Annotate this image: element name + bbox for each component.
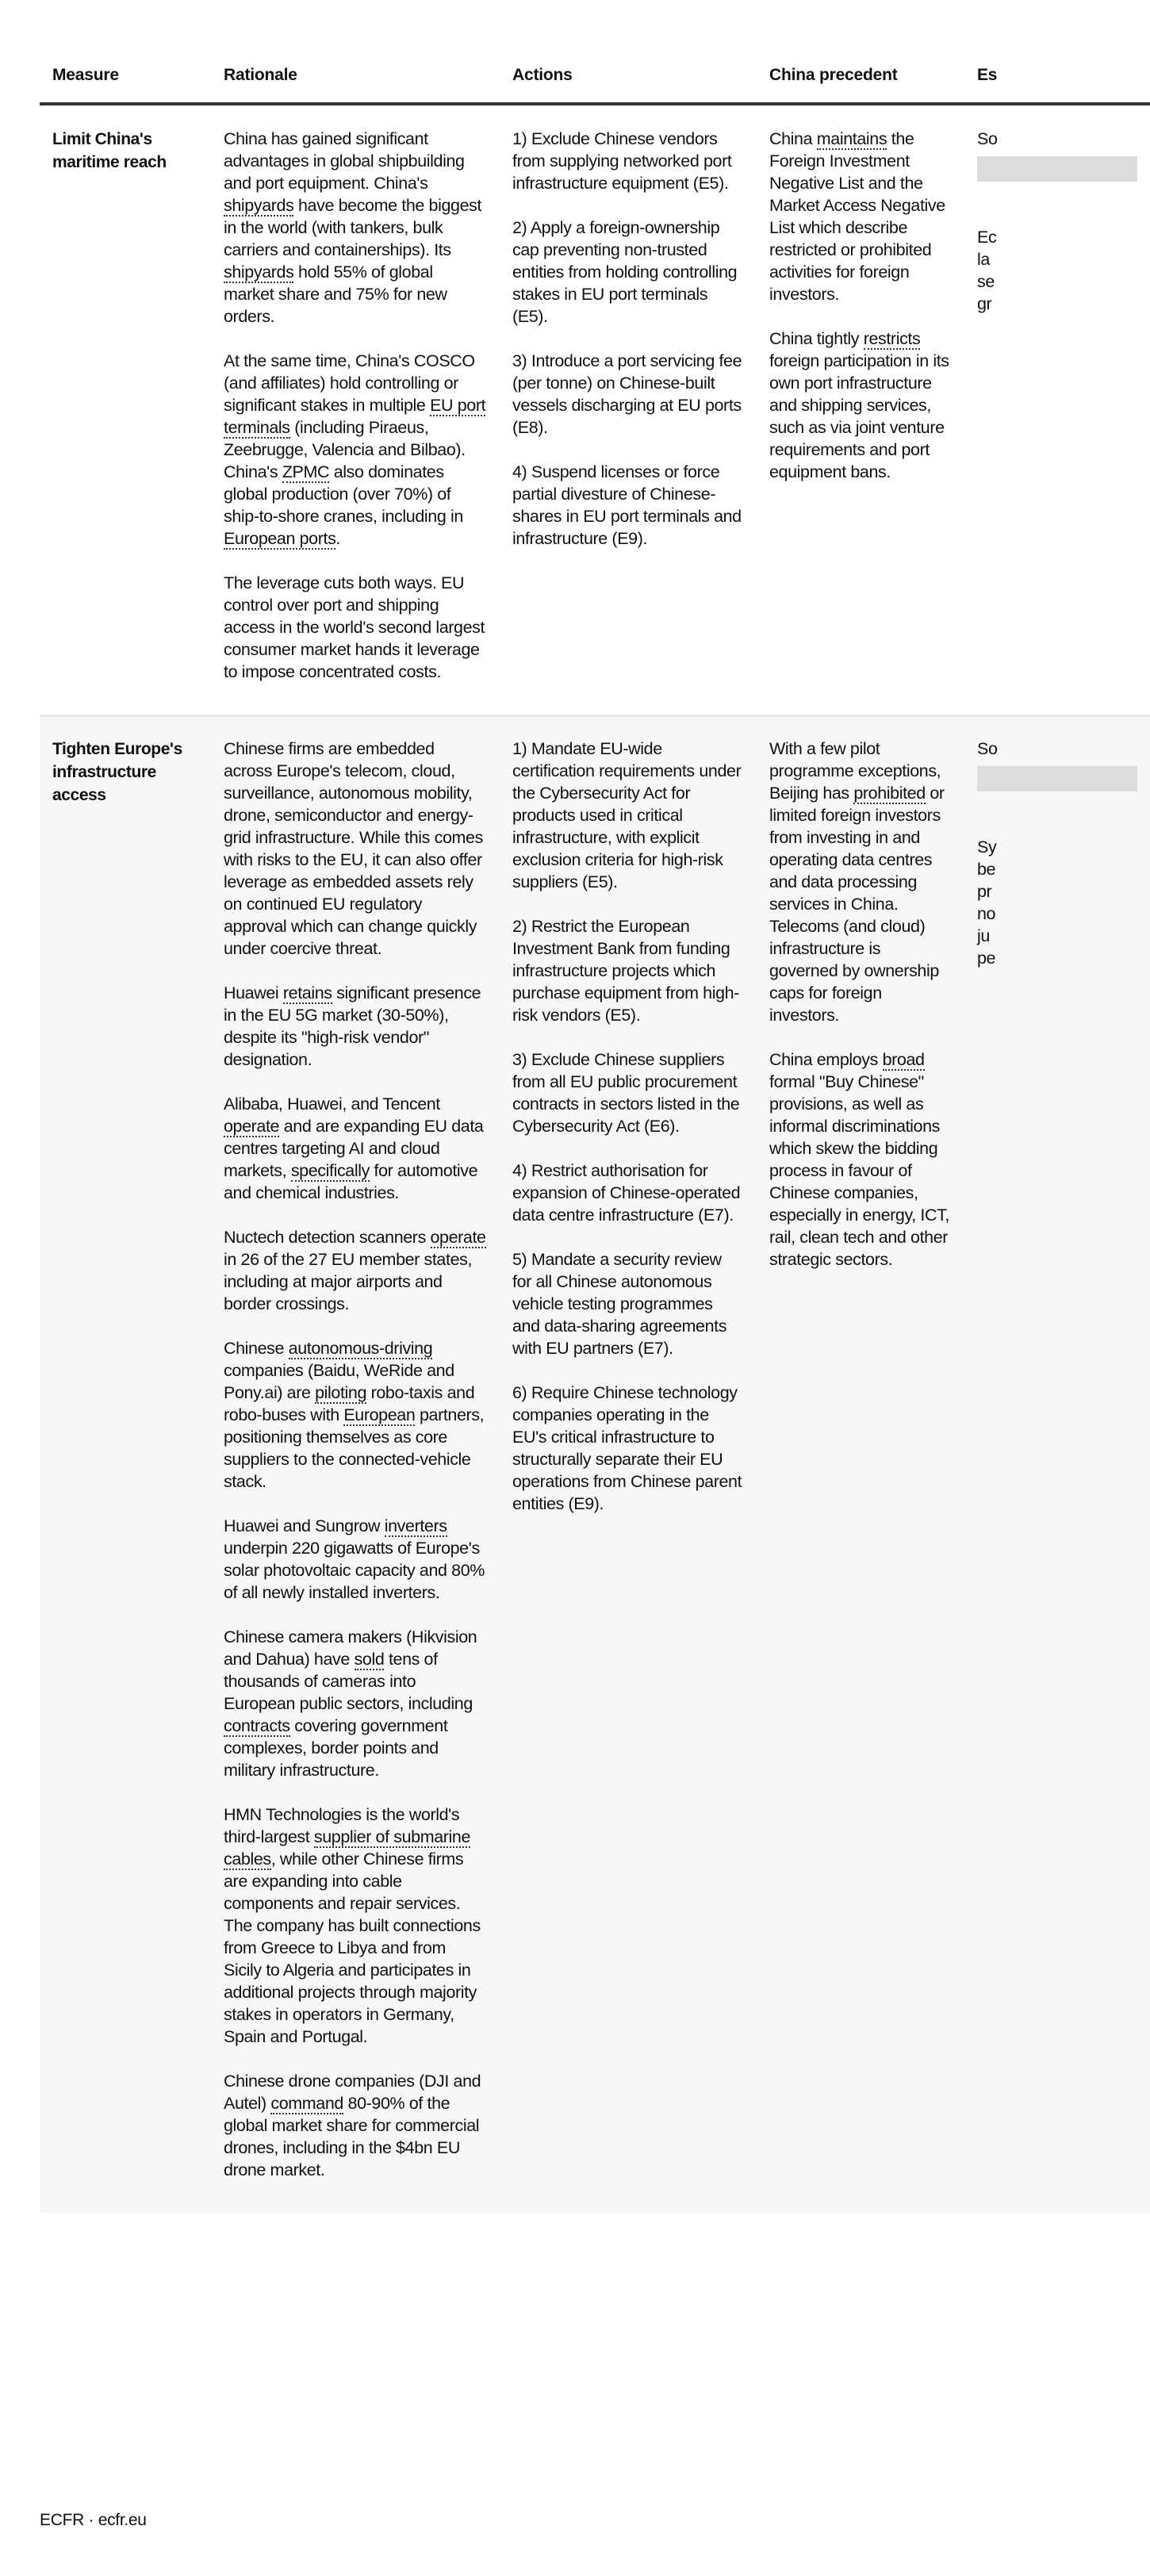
paragraph: HMN Technologies is the world's third-largest supplier of submarine cables, while other Chinese firms are expanding into cable components and repair services. The company has built connections from Greece to Libya and from Sicily to Algeria and participates in additional projects through majority stakes in operators in Germany, Spain and Portugal. [224, 1805, 481, 2046]
paragraph: With a few pilot programme exceptions, Beijing has prohibited or limited foreign investors from investing in and operating data centres and data processing services in China. Telecoms (and cloud) infrastructure is governed by ownership caps for foreign investors. [769, 739, 945, 1025]
policy-table-container[interactable] [40, 0, 998, 2213]
paragraph: At the same time, China's COSCO (and affiliates) hold controlling or significant stakes in multiple EU port terminals (including Piraeus, Zeebrugge, Valencia and Bilbao). China's ZPMC also dominates global production (over 70%) of ship-to-shore cranes, including in European ports. [224, 351, 486, 548]
policy-measures-table [40, 0, 1150, 2213]
header-china-precedent: China precedent [757, 0, 964, 104]
source-link[interactable]: restricts [863, 329, 921, 348]
source-link[interactable]: maintains [816, 129, 887, 148]
paragraph: Chinese drone companies (DJI and Autel) command 80-90% of the global market share for commercial drones, including in the $4bn EU drone market. [224, 2072, 481, 2179]
truncated-line: Ec [977, 228, 997, 247]
measure-cell: Limit China's maritime reach [52, 130, 167, 171]
source-link[interactable]: European ports [224, 529, 336, 548]
footer-credit: ECFR · ecfr.eu [40, 2511, 147, 2529]
table-row [40, 716, 1150, 2214]
truncated-text-top: So [977, 739, 998, 758]
action-item: 1) Exclude Chinese vendors from supplying networked port infrastructure equipment (E5). [512, 129, 732, 193]
rationale-cell [211, 716, 500, 2214]
source-link[interactable]: retains [282, 983, 332, 1002]
paragraph: Chinese firms are embedded across Europe's telecom, cloud, surveillance, autonomous mobility, drone, semiconductor and energy-grid infrastructure. While this comes with risks to the EU, it can also offer leverage as embedded assets rely on continued EU regulatory approval which can change quickly under coercive threat. [224, 739, 483, 958]
header-truncated-column: Es [964, 0, 1150, 104]
source-link[interactable]: ZPMC [282, 462, 330, 481]
paragraph: Huawei retains significant presence in the EU 5G market (30-50%), despite its "high-risk vendor" designation. [224, 983, 481, 1069]
placeholder-bar [977, 156, 1137, 182]
paragraph: Chinese autonomous-driving companies (Baidu, WeRide and Pony.ai) are piloting robo-taxis and robo-buses with European partners, positioning themselves as core suppliers to the connected-vehicle stack. [224, 1339, 485, 1491]
source-link[interactable]: sold [354, 1650, 385, 1669]
table-header-row [40, 0, 1150, 104]
action-item: 5) Mandate a security review for all Chinese autonomous vehicle testing programmes and data-sharing agreements with EU partners (E7). [512, 1250, 727, 1358]
source-link[interactable]: broad [882, 1050, 925, 1069]
actions-cell [500, 104, 757, 716]
source-link[interactable]: supplier of submarine cables [224, 1827, 471, 1869]
truncated-line: se [977, 272, 995, 291]
paragraph: Huawei and Sungrow inverters underpin 220 gigawatts of Europe's solar photovoltaic capacity and 80% of all newly installed inverters. [224, 1516, 485, 1602]
header-actions: Actions [500, 0, 757, 104]
source-link[interactable]: piloting [315, 1383, 367, 1402]
action-item: 2) Restrict the European Investment Bank from funding infrastructure projects which purchase equipment from high-risk vendors (E5). [512, 917, 739, 1025]
truncated-line: pe [977, 949, 996, 968]
source-link[interactable]: specifically [290, 1161, 370, 1180]
paragraph: The leverage cuts both ways. EU control over port and shipping access in the world's second largest consumer market hands it leverage to impose concentrated costs. [224, 573, 485, 681]
source-link[interactable]: European [343, 1405, 416, 1424]
action-item: 4) Restrict authorisation for expansion of Chinese-operated data centre infrastructure (E7). [512, 1161, 741, 1225]
precedent-cell [757, 104, 964, 716]
header-measure: Measure [40, 0, 211, 104]
truncated-lines [977, 836, 1137, 969]
truncated-text-top: So [977, 129, 998, 148]
truncated-cell [964, 716, 1150, 2214]
source-link[interactable]: operate [430, 1228, 486, 1247]
source-link[interactable]: shipyards [224, 263, 294, 282]
paragraph: Chinese camera makers (Hikvision and Dahua) have sold tens of thousands of cameras into European public sectors, including contracts covering government complexes, border points and military infrastructure. [224, 1627, 477, 1780]
source-link[interactable]: prohibited [853, 784, 926, 803]
truncated-line: ju [977, 926, 990, 945]
source-link[interactable]: EU port terminals [224, 396, 486, 437]
action-item: 6) Require Chinese technology companies operating in the EU's critical infrastructure to structurally separate their EU operations from Chinese parent entities (E9). [512, 1383, 742, 1513]
truncated-line: no [977, 904, 996, 923]
source-link[interactable]: operate [224, 1117, 280, 1136]
table-row [40, 104, 1150, 716]
truncated-cell [964, 104, 1150, 716]
truncated-line: be [977, 860, 996, 879]
paragraph: Nuctech detection scanners operate in 26 of the 27 EU member states, including at major airports and border crossings. [224, 1228, 486, 1313]
paragraph: Alibaba, Huawei, and Tencent operate and are expanding EU data centres targeting AI and cloud markets, specifically for automotive and chemical industries. [224, 1094, 484, 1202]
precedent-cell [757, 716, 964, 2214]
truncated-lines [977, 226, 1137, 315]
source-link[interactable]: inverters [384, 1516, 447, 1535]
header-rationale: Rationale [211, 0, 500, 104]
paragraph: China tightly restricts foreign participation in its own port infrastructure and shipping services, such as via joint venture requirements and port equipment bans. [769, 329, 949, 481]
truncated-line: pr [977, 882, 992, 901]
action-item: 3) Introduce a port servicing fee (per tonne) on Chinese-built vessels discharging at EU ports (E8). [512, 351, 742, 437]
measure-cell: Tighten Europe's infrastructure access [40, 716, 211, 2214]
paragraph: China maintains the Foreign Investment Negative List and the Market Access Negative List which describe restricted or prohibited activities for foreign investors. [769, 129, 945, 304]
paragraph: China has gained significant advantages in global shipbuilding and port equipment. China's shipyards have become the biggest in the world (with tankers, bulk carriers and containerships). Its shipyards hold 55% of global market share and 75% for new orders. [224, 129, 482, 326]
placeholder-bar [977, 766, 1137, 792]
source-link[interactable]: shipyards [224, 196, 294, 215]
action-item: 2) Apply a foreign-ownership cap preventing non-trusted entities from holding controlling stakes in EU port terminals (E5). [512, 218, 738, 326]
source-link[interactable]: command [270, 2094, 343, 2113]
truncated-line: Sy [977, 838, 997, 857]
actions-cell [500, 716, 757, 2214]
source-link[interactable]: autonomous-driving [288, 1339, 433, 1358]
action-item: 3) Exclude Chinese suppliers from all EU public procurement contracts in sectors listed in the Cybersecurity Act (E6). [512, 1050, 740, 1136]
paragraph: China employs broad formal "Buy Chinese" provisions, as well as informal discriminations which skew the bidding process in favour of Chinese companies, especially in energy, ICT, rail, clean tech and other strategic sectors. [769, 1050, 950, 1269]
truncated-line: gr [977, 294, 992, 313]
action-item: 4) Suspend licenses or force partial divesture of Chinese-shares in EU port terminals and infrastructure (E9). [512, 462, 742, 548]
truncated-line: la [977, 250, 990, 269]
rationale-cell [211, 104, 500, 716]
source-link[interactable]: contracts [224, 1716, 290, 1735]
action-item: 1) Mandate EU-wide certification requirements under the Cybersecurity Act for products used in critical infrastructure, with explicit exclusion criteria for high-risk suppliers (E5). [512, 739, 742, 891]
